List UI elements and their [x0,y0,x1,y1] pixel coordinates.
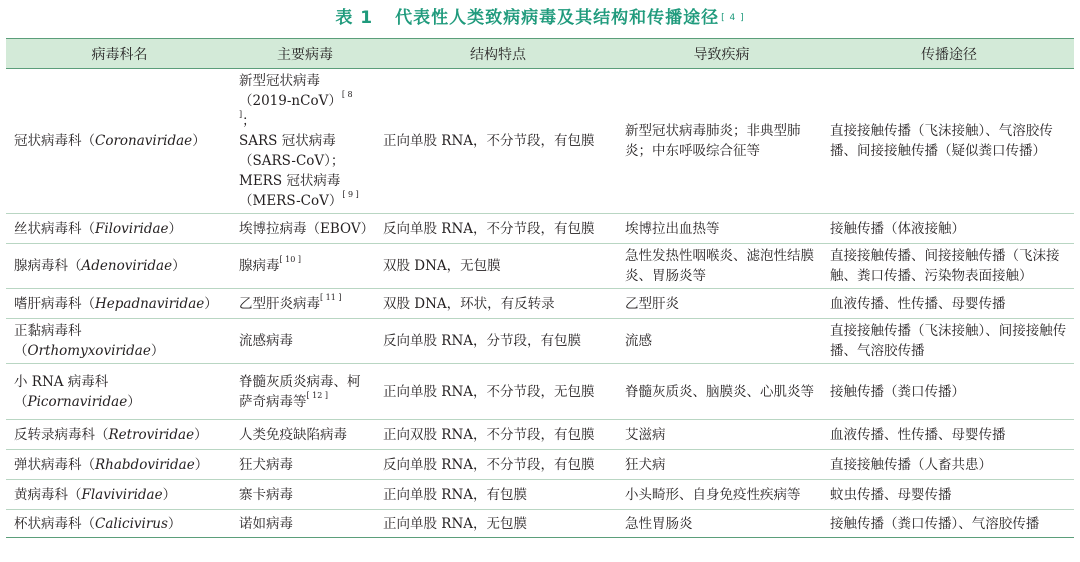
transmission-cell: 接触传播（粪口传播）、气溶胶传播 [824,510,1074,538]
paren-open: （ [68,486,82,503]
structure-cell: 反向单股 RNA，不分节段，有包膜 [377,214,619,244]
structure-cell: 双股 DNA，环状，有反转录 [377,289,619,319]
transmission-cell: 直接接触传播（飞沫接触）、气溶胶传播、间接接触传播（疑似粪口传播） [824,69,1074,214]
virus-text: 乙型肝炎病毒 [239,295,320,312]
table-title: 代表性人类致病病毒及其结构和传播途径 [395,8,720,28]
header-virus: 主要病毒 [233,39,377,69]
citation: [ 12 ] [306,390,329,400]
paren-close: ） [150,343,165,359]
paren-open: （ [14,343,28,359]
structure-cell: 正向单股 RNA，无包膜 [377,510,619,538]
disease-cell: 新型冠状病毒肺炎；非典型肺炎；中东呼吸综合征等 [619,69,824,214]
table-row [6,480,1074,510]
virus-text: 腺病毒 [239,258,280,274]
header-row [6,39,1074,69]
family-latin-name: Coronaviridae [95,133,193,149]
family-name: 小 RNA 病毒科 [14,373,109,390]
family-latin-name: Hepadnaviridae [95,295,205,312]
virus-text: 埃博拉病毒（EBOV） [239,220,375,237]
virus-text: 新型冠状病毒 [239,73,320,89]
table-row [6,364,1074,420]
virus-line [239,425,371,445]
virus-line [239,331,371,351]
transmission-cell: 血液传播、性传播、母婴传播 [824,289,1074,319]
paren-close: ） [194,456,209,473]
family-name: 嗜肝病毒科 [14,295,82,312]
citation: [ 8 ] [239,90,353,119]
transmission-cell: 直接接触传播、间接接触传播（飞沫接触、粪口传播、污染物表面接触） [824,244,1074,289]
table-number: 表 1 [335,8,374,28]
citation: [ 10 ] [279,255,302,264]
virus-cell [233,420,377,450]
virus-cell [233,319,377,364]
transmission-cell: 蚊虫传播、母婴传播 [824,480,1074,510]
paren-close: ） [162,486,177,503]
table-body [6,69,1074,538]
transmission-cell: 血液传播、性传播、母婴传播 [824,420,1074,450]
family-cell [6,480,233,510]
family-latin-name: Rhabdoviridae [95,456,195,473]
virus-line [239,191,371,211]
transmission-cell: 接触传播（体液接触） [824,214,1074,244]
paren-close: ） [127,393,141,410]
virus-cell [233,450,377,480]
caption-reference: [ 4 ] [721,13,745,23]
paren-close: ） [192,133,206,149]
header-structure: 结构特点 [377,39,619,69]
virus-text: SARS 冠状病毒 [239,133,336,149]
paren-open: （ [14,393,28,410]
virus-line [239,485,371,505]
family-cell [6,510,233,538]
virus-cell [233,510,377,538]
virus-line [239,372,371,412]
family-latin-name: Calicivirus [95,515,168,532]
header-disease: 导致疾病 [619,39,824,69]
table-caption [0,0,1080,36]
family-latin-name: Picornaviridae [27,393,128,410]
transmission-cell: 直接接触传播（人畜共患） [824,450,1074,480]
citation: [ 11 ] [320,292,342,302]
family-name: 杯状病毒科 [14,515,82,532]
family-name: 反转录病毒科 [14,426,95,443]
family-cell [6,69,233,214]
family-latin-name: Adenoviridae [81,258,173,274]
family-latin-name: Retroviridae [108,426,195,443]
table-row [6,69,1074,214]
table-row [6,289,1074,319]
structure-cell: 正向单股 RNA，不分节段，有包膜 [377,69,619,214]
structure-cell: 正向双股 RNA，不分节段，有包膜 [377,420,619,450]
family-name: 黄病毒科 [14,486,68,503]
disease-cell: 急性发热性咽喉炎、滤泡性结膜炎、胃肠炎等 [619,244,824,289]
virus-text: MERS 冠状病毒 [239,173,341,189]
transmission-cell: 直接接触传播（飞沫接触）、间接接触传播、气溶胶传播 [824,319,1074,364]
virus-line [239,455,371,475]
virus-text: 狂犬病毒 [239,456,293,473]
family-name: 正黏病毒科 [14,323,82,339]
virus-text: （2019-nCoV） [239,93,342,109]
paren-open: （ [81,456,95,473]
virus-line [239,256,371,276]
virus-cell [233,289,377,319]
structure-cell: 反向单股 RNA，不分节段，有包膜 [377,450,619,480]
paren-open: （ [81,515,95,532]
paren-open: （ [68,258,82,274]
citation: [ 9 ] [342,190,359,199]
family-cell [6,214,233,244]
header-family: 病毒科名 [6,39,233,69]
paren-close: ） [167,515,182,532]
paren-close: ） [194,426,208,443]
virus-text: 寨卡病毒 [239,486,293,503]
family-latin-name: Flaviviridae [81,486,163,503]
virus-table [6,38,1074,538]
virus-line [239,294,371,314]
virus-text: 脊髓灰质炎病毒、柯萨奇病毒等 [239,373,361,410]
paren-close: ） [204,295,218,312]
virus-cell [233,364,377,420]
disease-cell: 小头畸形、自身免疫性疾病等 [619,480,824,510]
virus-text: 人类免疫缺陷病毒 [239,426,347,443]
table-row [6,319,1074,364]
table-row [6,450,1074,480]
virus-line [239,131,371,151]
virus-cell [233,480,377,510]
family-cell [6,420,233,450]
paren-open: （ [95,426,109,443]
paren-open: （ [81,295,95,312]
virus-line [239,151,371,171]
disease-cell: 狂犬病 [619,450,824,480]
structure-cell: 反向单股 RNA，分节段，有包膜 [377,319,619,364]
disease-cell: 急性胃肠炎 [619,510,824,538]
structure-cell: 正向单股 RNA，不分节段，无包膜 [377,364,619,420]
header-transmission: 传播途径 [824,39,1074,69]
paren-close: ） [172,258,186,274]
family-name: 腺病毒科 [14,258,68,274]
structure-cell: 正向单股 RNA，有包膜 [377,480,619,510]
paren-open: （ [81,220,95,237]
virus-text: （MERS-CoV） [239,193,343,209]
family-cell [6,244,233,289]
table-row [6,420,1074,450]
table-row [6,214,1074,244]
family-latin-name: Orthomyxoviridae [27,343,151,359]
paren-close: ） [168,220,183,237]
virus-line [239,91,371,131]
virus-text: （SARS-CoV）； [239,153,345,169]
disease-cell: 流感 [619,319,824,364]
virus-punct: ； [242,113,256,129]
virus-line [239,219,375,239]
family-cell [6,289,233,319]
virus-line [239,514,371,534]
disease-cell: 埃博拉出血热等 [619,214,824,244]
family-cell [6,319,233,364]
transmission-cell: 接触传播（粪口传播） [824,364,1074,420]
family-name: 丝状病毒科 [14,220,82,237]
family-cell [6,364,233,420]
table-row [6,510,1074,538]
disease-cell: 脊髓灰质炎、脑膜炎、心肌炎等 [619,364,824,420]
structure-cell: 双股 DNA，无包膜 [377,244,619,289]
paren-open: （ [81,133,95,149]
virus-text: 流感病毒 [239,333,293,349]
virus-line [239,71,371,91]
family-name: 弹状病毒科 [14,456,82,473]
virus-cell [233,69,377,214]
table-row [6,244,1074,289]
virus-cell [233,244,377,289]
virus-cell [233,214,377,244]
family-name: 冠状病毒科 [14,133,82,149]
disease-cell: 乙型肝炎 [619,289,824,319]
disease-cell: 艾滋病 [619,420,824,450]
family-latin-name: Filoviridae [95,220,169,237]
family-cell [6,450,233,480]
virus-line [239,171,371,191]
virus-text: 诺如病毒 [239,515,293,532]
